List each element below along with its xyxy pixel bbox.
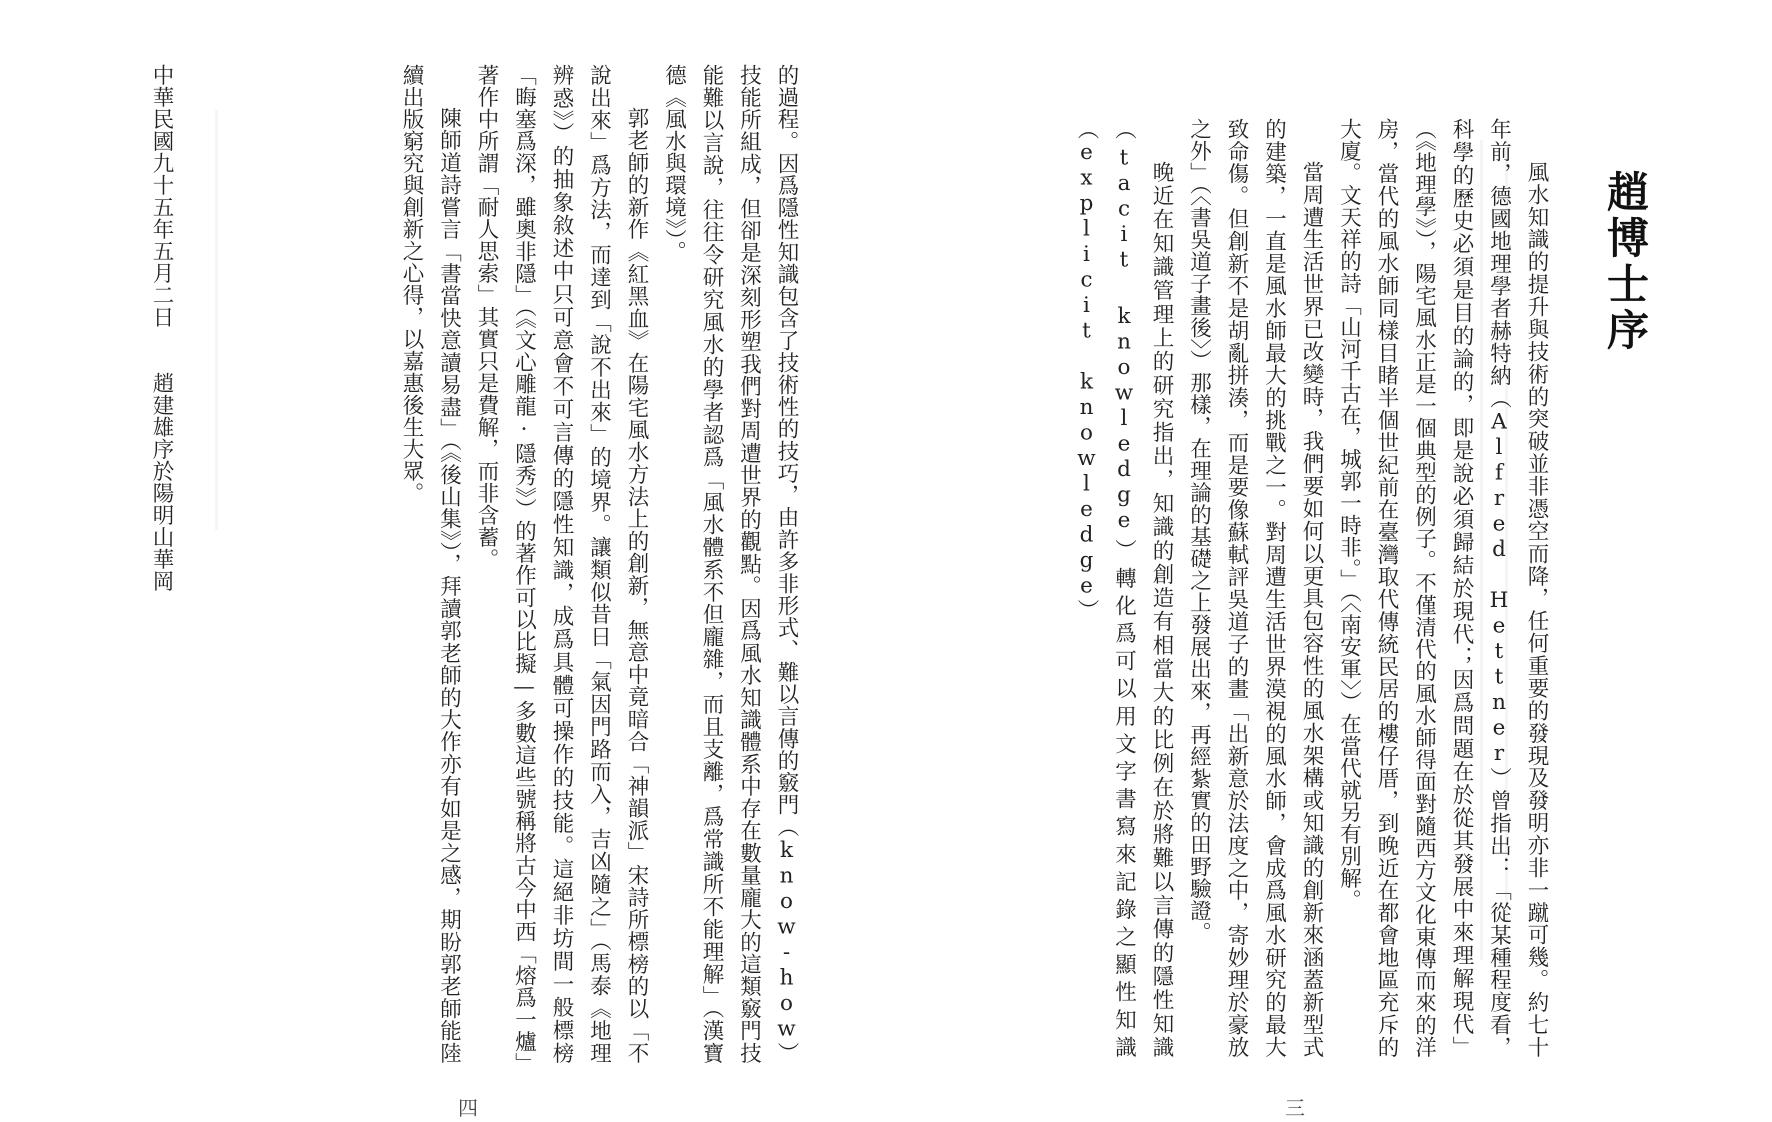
bleed-through-mark <box>215 110 218 530</box>
page-number: 四 <box>458 1096 478 1120</box>
page-title: 趙博士序 <box>1601 170 1650 354</box>
paragraph: 陳師道詩嘗言「書當快意讀易盡」（《後山集》），拜讀郭老師的大作亦有如是之感，期盼郭老師能陸續出版窮究與創新之心得，以嘉惠後生大眾。 <box>399 64 462 1064</box>
paragraph: 當周遭生活世界已改變時，我們要如何以更具包容性的風水架構或知識的創新來涵蓋新型式的建築，一直是風水師最大的挑戰之一。對周遭生活世界漠視的風水師，會成爲風水研究的最大致命傷。但創新不是胡亂拼湊，而是要像蘇軾評吳道子的畫「出新意於法度之中，寄妙理於豪放之外」（〈書吳道子畫後〉）那樣，在理論的基礎之上發展出來，再經紮實的田野驗證。 <box>1186 118 1324 1058</box>
signature: 中華民國九十五年五月二日 趙建雄序於陽明山華岡 <box>149 64 174 592</box>
right-page-body <box>955 118 1555 1058</box>
paragraph: 的過程。因爲隱性知識包含了技術性的技巧，由許多非形式、難以言傳的竅門（know-how）技能所組成，但卻是深刻形塑我們對周遭世界的觀點。因爲風水知識體系中存在數量龐大的這類竅門技能難以言說，往往令研究風水的學者認爲「風水體系不但龐雜，而且支離，爲常識所不能理解」（漢寶德《風水與環境》）。 <box>661 64 799 1064</box>
paragraph: 郭老師的新作《紅黑血》在陽宅風水方法上的創新，無意中竟暗合「神韻派」宋詩所標榜的以「不說出來」爲方法，而達到「說不出來」的境界。讓類似昔日「氣因門路而入，吉凶隨之」（馬泰《地理辨惑》）的抽象敘述中只可意會不可言傳的隱性知識，成爲具體可操作的技能。這絕非坊間一般標榜「晦塞爲深，雖奧非隱」（《文心雕龍·隱秀》）的著作可以比擬—多數這些號稱將古今中西「熔爲一爐」著作中所謂「耐人思索」其實只是費解，而非含蓄。 <box>474 64 649 1064</box>
page-number: 三 <box>1285 1096 1305 1120</box>
left-page-body <box>335 64 805 1064</box>
paragraph: 晚近在知識管理上的研究指出，知識的創造有相當大的比例在於將難以言傳的隱性知識（tacit knowledge）轉化爲可以用文字書寫來記錄之顯性知識（explicit knowledge） <box>1074 118 1174 1058</box>
paragraph: 風水知識的提升與技術的突破並非憑空而降，任何重要的發現及發明亦非一蹴可幾。約七十年前，德國地理學者赫特納（Alfred Hettner）曾指出：「從某種程度看，科學的歷史必須是目的論的，即是說必須歸結於現代；因爲問題在於從其發展中來理解現代」（《地理學》），陽宅風水正是一個典型的例子。不僅清代的風水師得面對隨西方文化東傳而來的洋房，當代的風水師同樣目睹半個世紀前在臺灣取代傳統民居的樓仔厝，到晚近在都會地區充斥的大廈。文天祥的詩「山河千古在，城郭一時非。」（〈南安軍〉）在當代就另有別解。 <box>1336 118 1549 1058</box>
